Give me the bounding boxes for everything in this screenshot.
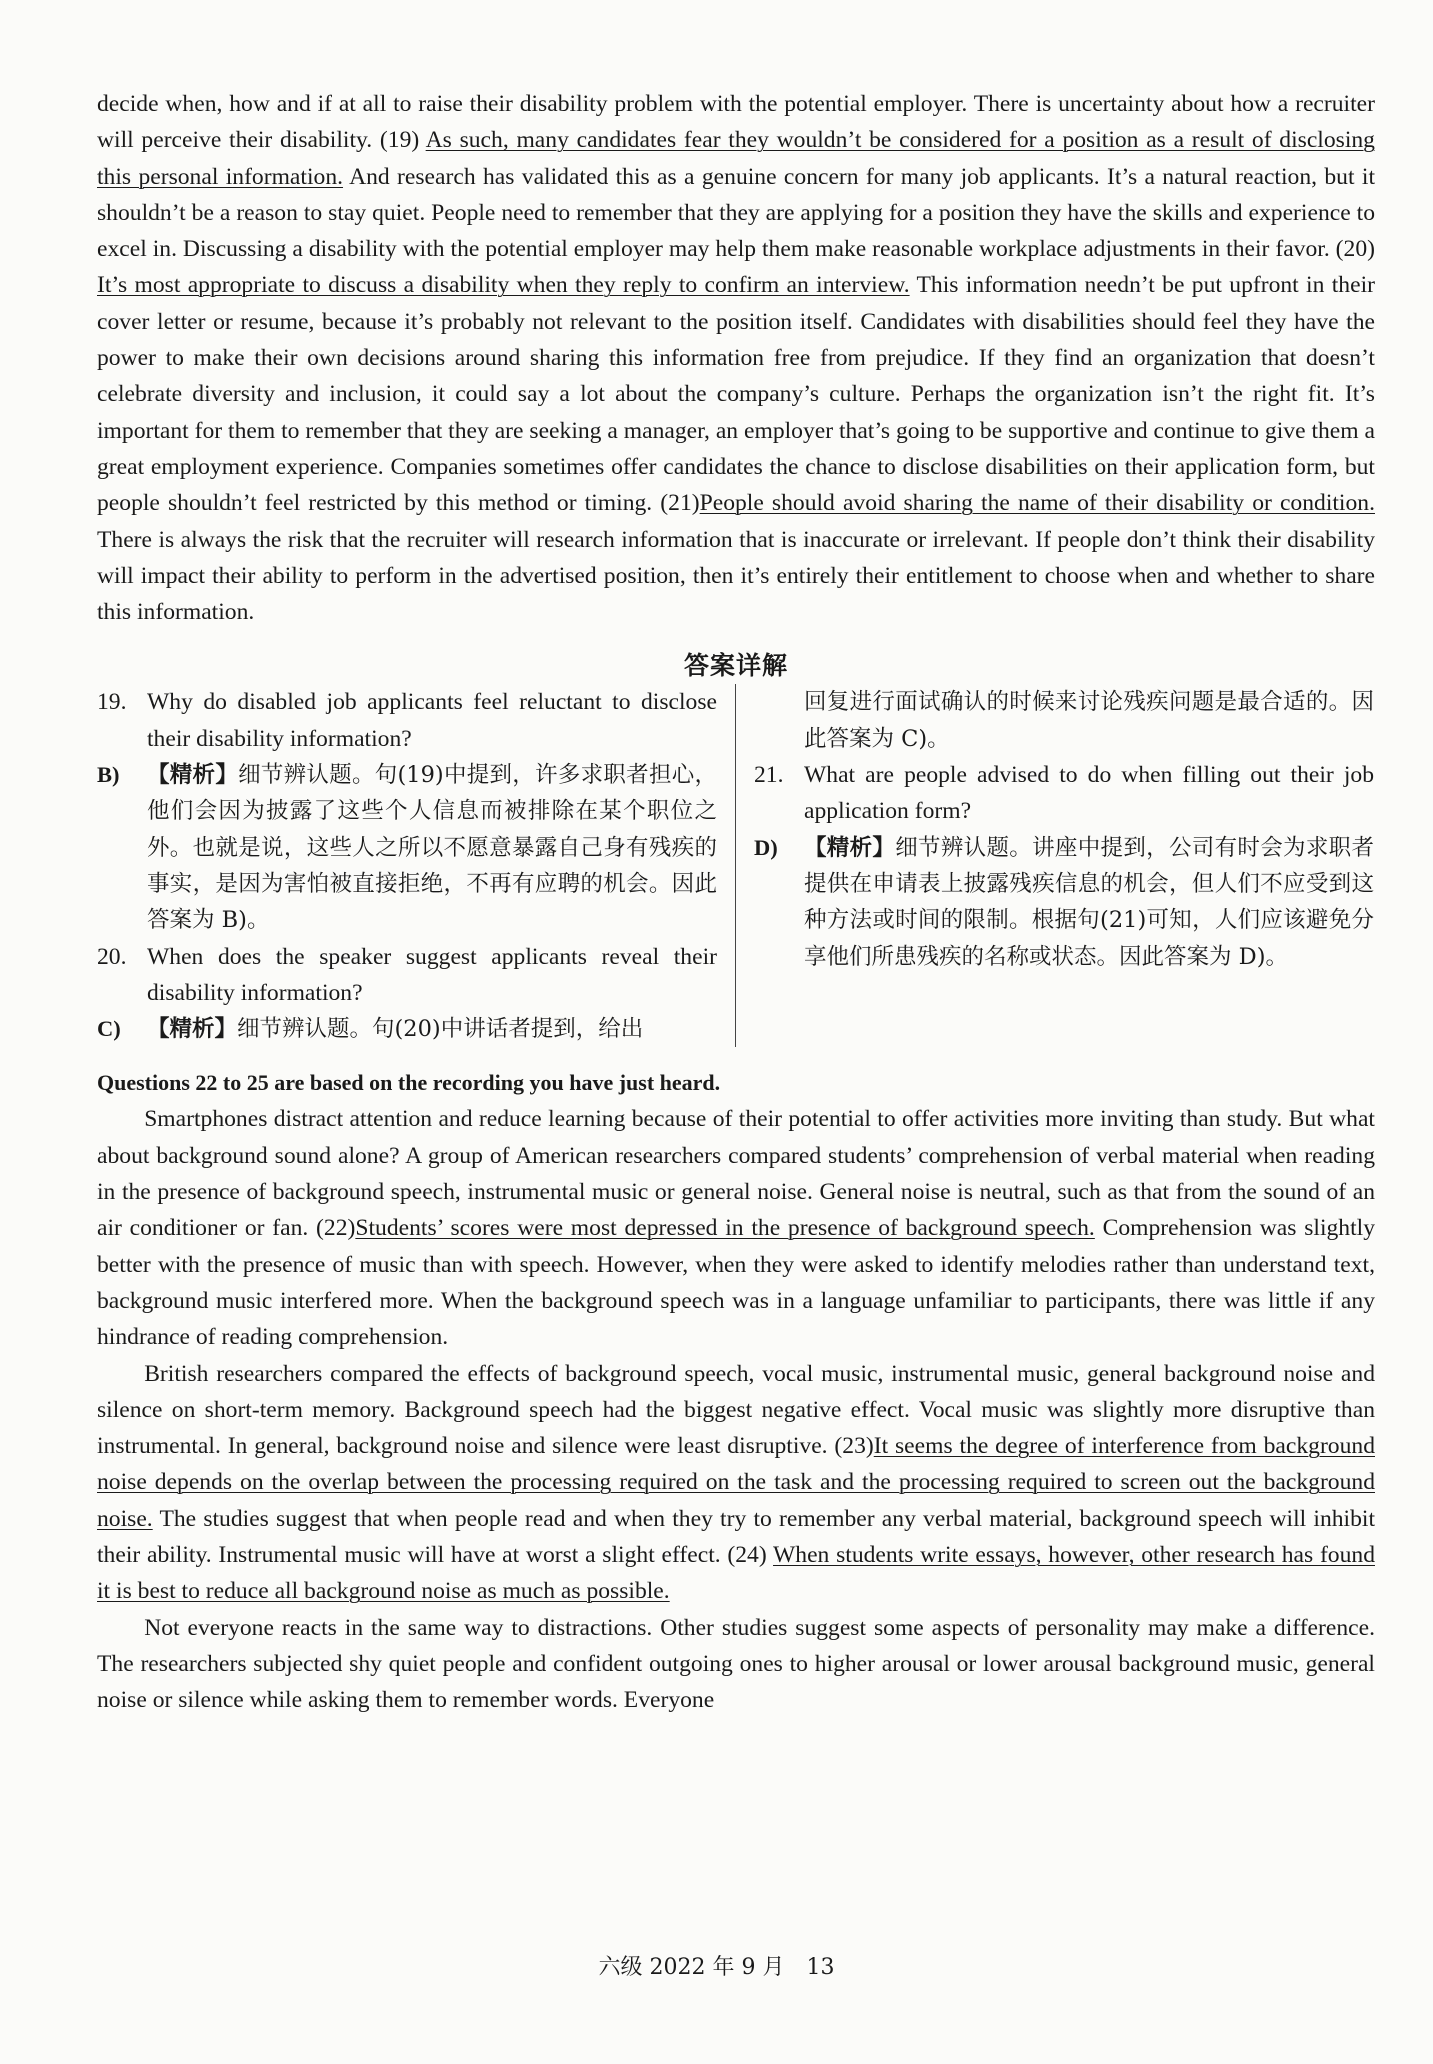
explanation-20-continued: 回复进行面试确认的时候来讨论残疾问题是最合适的。因此答案为 C)。 bbox=[804, 689, 1374, 752]
passage-paragraph-3: British researchers compared the effects of background speech, vocal music, instrumental music, general background noise and silence on short-term memory. Background speech had the biggest negative effect. Vocal music was slightly more disruptive than instrumental. In general, background noise and silence were least disruptive. (23)It seems the degree of interference from background noise depends on the overlap between the processing required on the task and the processing required to screen out the background noise. The studies suggest that when people read and when they try to remember any verbal material, background speech will inhibit their ability. Instrumental music will have at worst a slight effect. (24) When students write essays, however, other research has found it is best to reduce all background noise as much as possible. bbox=[97, 1360, 1375, 1605]
page-content bbox=[97, 86, 1375, 1718]
answer-explanations bbox=[97, 684, 1375, 1047]
passage-paragraph-4: Not everyone reacts in the same way to distractions. Other studies suggest some aspects of personality may make a difference. The researchers subjected shy quiet people and confident outgoing ones to higher arousal or lower arousal background music, general noise or silence while asking them to remember words. Everyone bbox=[97, 1614, 1375, 1714]
answer-column-left bbox=[97, 684, 736, 1047]
page-footer: 六级 2022 年 9 月 13 bbox=[598, 1955, 835, 1980]
underlined-sentence-20: It’s most appropriate to discuss a disability when they reply to confirm an interview. bbox=[97, 272, 910, 299]
questions-22-25-heading: Questions 22 to 25 are based on the recording you have just heard. bbox=[97, 1070, 721, 1096]
underlined-sentence-24: When students write essays, however, other research has found it is best to reduce all background noise as much as possible. bbox=[97, 1541, 1375, 1605]
passage-paragraph-1: decide when, how and if at all to raise their disability problem with the potential employer. There is uncertainty about how a recruiter will perceive their disability. (19) As such, many candidates fear they wouldn’t be considered for a position as a result of disclosing this personal information. And research has validated this as a genuine concern for many job applicants. It’s a natural reaction, but it shouldn’t be a reason to stay quiet. People need to remember that they are applying for a position they have the skills and experience to excel in. Discussing a disability with the potential employer may help them make reasonable workplace adjustments in their favor. (20) It’s most appropriate to discuss a disability when they reply to confirm an interview. This information needn’t be put upfront in their cover letter or resume, because it’s probably not relevant to the position itself. Candidates with disabilities should feel they have the power to make their own decisions around sharing this information free from prejudice. If they find an organization that doesn’t celebrate diversity and inclusion, it could say a lot about the company’s culture. Perhaps the organization isn’t the right fit. It’s important for them to remember that they are seeking a manager, an employer that’s going to be supportive and continue to give them a great employment experience. Companies sometimes offer candidates the chance to disclose disabilities on their application form, but people shouldn’t feel restricted by this method or timing. (21)People should avoid sharing the name of their disability or condition. There is always the risk that the recruiter will research information that is inaccurate or irrelevant. If people don’t think their disability will impact their ability to perform in the advertised position, then it’s entirely their entitlement to choose when and whether to share this information. bbox=[97, 91, 1375, 626]
underlined-sentence-19: As such, many candidates fear they wouldn’t be considered for a position as a result of disclosing this personal information. bbox=[97, 127, 1375, 190]
underlined-sentence-23: It seems the degree of interference from background noise depends on the overlap between the processing required on the task and the processing required to screen out the background noise. bbox=[97, 1433, 1375, 1532]
explanation-20: C) 【精析】细节辨认题。句(20)中讲话者提到，给出 bbox=[97, 1016, 644, 1043]
question-19: 19. Why do disabled job applicants feel reluctant to disclose their disability information? bbox=[97, 689, 717, 752]
explanation-19: B) 【精析】细节辨认题。句(19)中提到，许多求职者担心，他们会因为披露了这些个人信息而被排除在某个职位之外。也就是说，这些人之所以不愿意暴露自己身有残疾的事实，是因为害怕被直接拒绝，不再有应聘的机会。因此答案为 B)。 bbox=[97, 762, 717, 934]
passage-paragraph-2: Smartphones distract attention and reduce learning because of their potential to offer activities more inviting than study. But what about background sound alone? A group of American researchers compared students’ comprehension of verbal material when reading in the presence of background speech, instrumental music or general noise. General noise is neutral, such as that from the sound of an air conditioner or fan. (22)Students’ scores were most depressed in the presence of background speech. Comprehension was slightly better with the presence of music than with speech. However, when they were asked to identify melodies rather than understand text, background music interfered more. When the background speech was in a language unfamiliar to participants, there was little if any hindrance of reading comprehension. bbox=[97, 1106, 1376, 1351]
question-20: 20. When does the speaker suggest applicants reveal their disability information? bbox=[97, 943, 717, 1006]
underlined-sentence-22: Students’ scores were most depressed in the presence of background speech. bbox=[355, 1215, 1095, 1242]
underlined-sentence-21: People should avoid sharing the name of their disability or condition. bbox=[699, 490, 1375, 517]
answer-section-title: 答案详解 bbox=[683, 651, 788, 681]
explanation-21: D) 【精析】细节辨认题。讲座中提到，公司有时会为求职者提供在申请表上披露残疾信息的机会，但人们不应受到这种方法或时间的限制。根据句(21)可知，人们应该避免分享他们所患残疾的名称或状态。因此答案为 D)。 bbox=[754, 834, 1374, 970]
question-21: 21. What are people advised to do when filling out their job application form? bbox=[754, 762, 1374, 825]
answer-column-right bbox=[736, 684, 1374, 1047]
